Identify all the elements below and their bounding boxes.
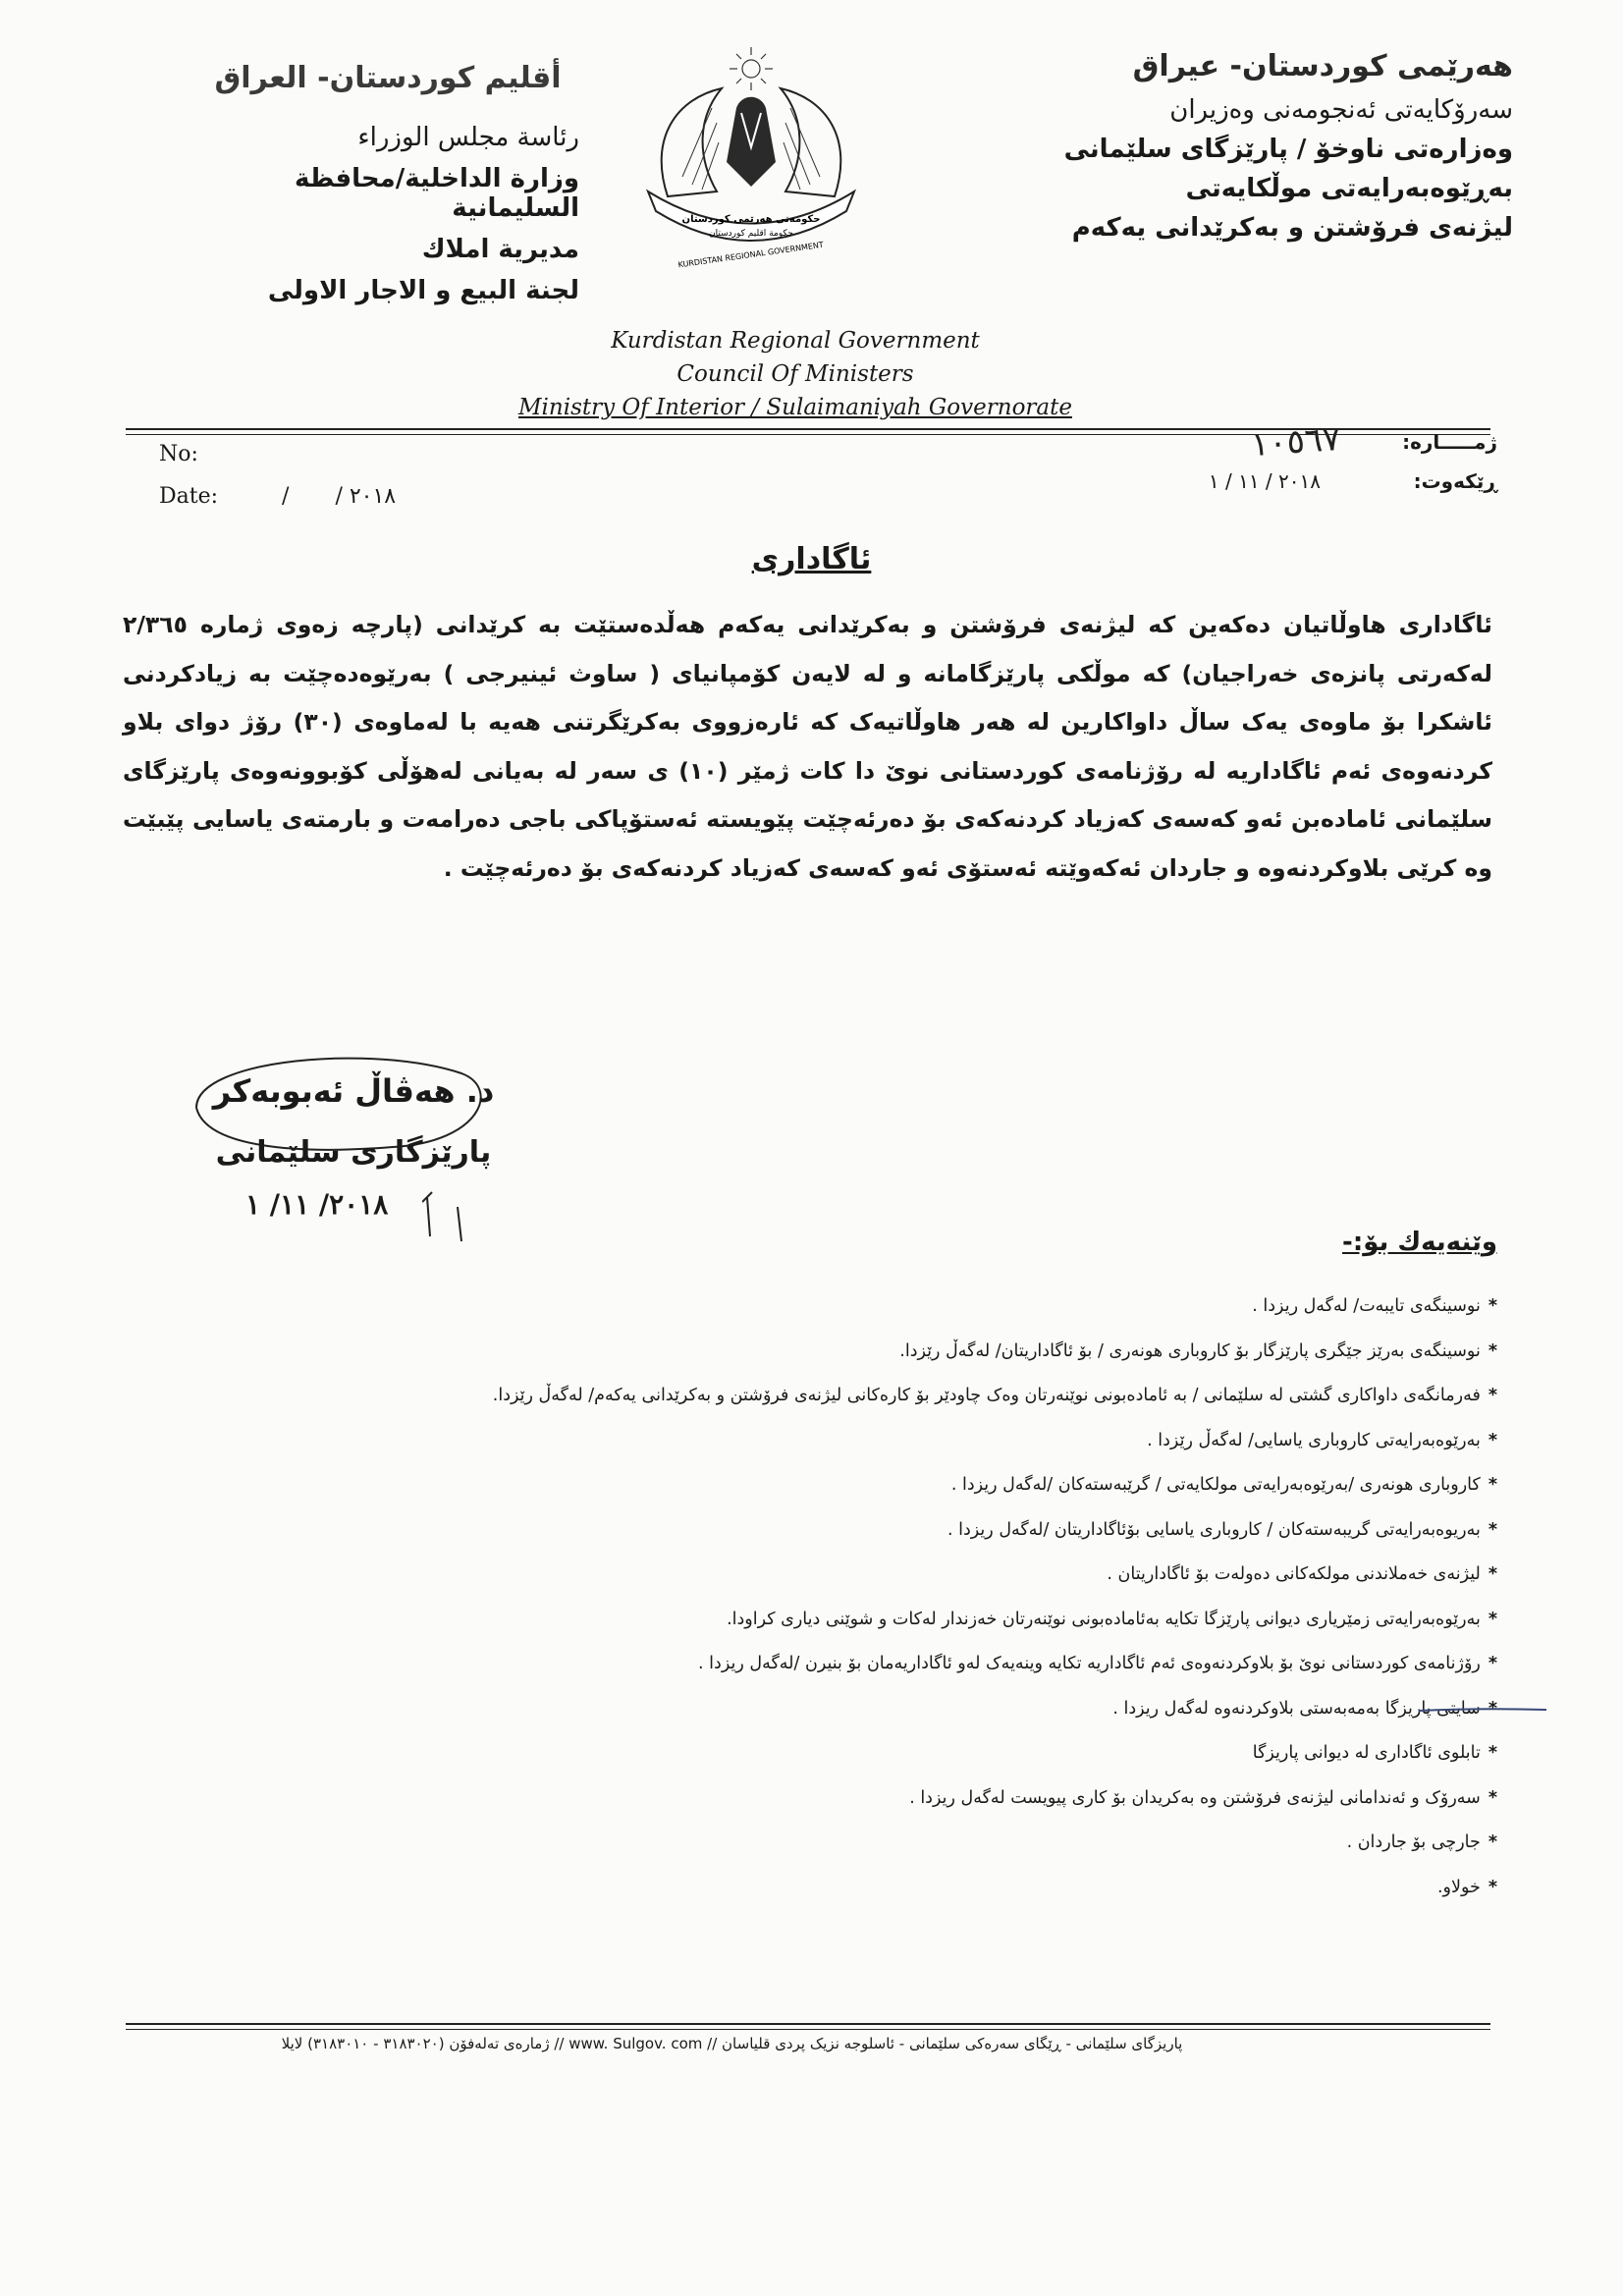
kurdish-header [1002, 49, 1513, 252]
footer-divider-thin [126, 2029, 1490, 2030]
reference-right [1085, 418, 1497, 501]
emblem-ribbon-english: KURDISTAN REGIONAL GOVERNMENT [677, 240, 825, 270]
list-item: *سایتی پاریزگا بەمەبەستی بلاوکردنەوە لەگەل ریزدا . [1112, 1698, 1497, 1719]
date-year: / ٢٠١٨ [335, 484, 397, 509]
date-label-ku: ڕێکەوت: [1413, 469, 1497, 493]
cc-item-text: کاروباری هونەری /بەرێوەبەرایەتی مولکایەتی / گرێبەستەکان /لەگەل ریزدا . [950, 1475, 1481, 1495]
cc-item-text: سەرۆک و ئەندامانی لیژنەی فرۆشتن وە بەکریدان بۆ کاری پیویست لەگەل ریزدا . [909, 1787, 1481, 1808]
cc-title: وێنەیەك بۆ:- [1342, 1228, 1497, 1257]
list-item: *رۆژنامەی کوردستانی نوێ بۆ بلاوکردنەوەی ئەم ئاگاداریە تکایە وینەیەک لەو ئاگاداریەمان بۆ بنیرن /لەگەل ریزدا . [698, 1654, 1497, 1673]
cc-item-text: تابلوی ئاگاداری لە دیوانی پاریزگا [1252, 1743, 1481, 1763]
date-line-en [159, 484, 396, 509]
handwritten-mark-icon [422, 1182, 619, 1261]
signature-date: ٢٠١٨/ ١١/ ١ [245, 1188, 389, 1221]
footer-address: پاریزگای سلێمانی - ڕێگای سەرەکی سلێمانی - ئاسلوجە نزیک پردی قلیاسان // www. Sulgov. com // ژمارەی تەلەفۆن (٣١٨٣٠٢٠ - ٣١٨٣٠١٠) لایلا [281, 2035, 1183, 2052]
number-label-en: No: [159, 442, 198, 466]
pen-stroke-icon [1419, 1706, 1546, 1716]
kurdish-ministry-line: وەزارەتی ناوخۆ / پارێزگای سلێمانی [1063, 135, 1513, 164]
signatory-role: پارێزگاری سلێمانی [215, 1135, 492, 1170]
arabic-header [196, 61, 579, 317]
date-label-en: Date: [159, 484, 219, 509]
list-item: *لیژنەی خەملاندنی مولکەکانی دەولەت بۆ ئاگاداریتان . [1107, 1564, 1497, 1584]
cc-item-text: رۆژنامەی کوردستانی نوێ بۆ بلاوکردنەوەی ئەم ئاگاداریە تکایە وینەیەک لەو ئاگاداریەمان بۆ بنیرن /لەگەل ریزدا . [698, 1654, 1481, 1673]
list-item: *بەرێوەبەرایەتی کاروباری یاسایی/ لەگەڵ رێزدا . [1147, 1430, 1497, 1450]
kurdish-council-line: سەرۆکایەتی ئەنجومەنی وەزیران [1169, 95, 1513, 125]
list-item: *تابلوی ئاگاداری لە دیوانی پاریزگا [1252, 1743, 1497, 1763]
english-ministry-line: Ministry Of Interior / Sulaimaniyah Governorate [518, 395, 1072, 420]
kurdish-region-title: هەرێمی کوردستان- عیراق [1132, 49, 1513, 83]
list-item: *بەریوەبەرایەتی گریبەستەکان / کاروباری یاسایی بۆئاگاداریتان /لەگەل ریزدا . [947, 1519, 1497, 1540]
cc-item-text: لیژنەی خەملاندنی مولکەکانی دەولەت بۆ ئاگاداریتان . [1107, 1564, 1481, 1584]
arabic-region-title: أقليم كوردستان- العراق [214, 61, 562, 95]
kurdish-directorate-line: بەڕێوەبەرایەتی موڵکایەتی [1185, 174, 1513, 203]
cc-item-text: بەرێوەبەرایەتی کاروباری یاسایی/ لەگەڵ رێزدا . [1147, 1430, 1481, 1450]
cc-item-text: فەرمانگەی داواکاری گشتی لە سلێمانی / بە ئامادەبونی نوێنەرتان وەک چاودێر بۆ کارەکانی لیژنەی فرۆشتن و بەکرێدانی یەکەم/ لەگەڵ رێزدا. [492, 1386, 1481, 1405]
cc-item-text: نوسینگەی تایبەت/ لەگەل ریزدا . [1252, 1296, 1481, 1316]
reference-left [159, 442, 396, 526]
list-item: *نوسینگەی تایبەت/ لەگەل ریزدا . [1252, 1296, 1497, 1316]
cc-item-text: بەرێوەبەرایەتی زمێریاری دیوانی پارێزگا تکایە بەئامادەبونی نوێنەرتان خەزندار لەکات و شوێنی دیاری کراودا. [727, 1609, 1481, 1629]
arabic-directorate-line: مديرية املاك [421, 235, 579, 264]
list-item: *جارچی بۆ جاردان . [1346, 1832, 1497, 1852]
cc-item-text: بەریوەبەرایەتی گریبەستەکان / کاروباری یاسایی بۆئاگاداریتان /لەگەل ریزدا . [947, 1519, 1481, 1540]
emblem-ribbon-arabic: حكومة اقليم كوردستان [709, 229, 793, 239]
list-item: *بەرێوەبەرایەتی زمێریاری دیوانی پارێزگا تکایە بەئامادەبونی نوێنەرتان خەزندار لەکات و شوێنی دیاری کراودا. [727, 1609, 1497, 1629]
kurdish-committee-line: لیژنەی فرۆشتن و بەکرێدانی یەکەم [1071, 213, 1513, 243]
date-separator: / [282, 484, 290, 509]
list-item: *سەرۆک و ئەندامانی لیژنەی فرۆشتن وە بەکریدان بۆ کاری پیویست لەگەل ریزدا . [909, 1787, 1497, 1808]
notice-body: ئاگاداری هاوڵاتیان دەکەین کە لیژنەی فرۆشتن و بەکرێدانی یەکەم هەڵدەستێت بە کرێدانی (پارچە زەوی ژمارە ٢/٣٦٥ لەکەرتی پانزەی خەراجیان) کە موڵکی پارێزگامانە و لە لایەن کۆمپانیای ( ساوث ئینیرجی ) بەرێوەدەچێت بە زیادکردنی ئاشکرا بۆ ماوەی یەک ساڵ داواکارین لە هەر هاوڵاتیەک کە ئارەزووی بەکرێگرتنی هەیە با لەماوەی (٣٠) رۆژ دوای بلاو کردنەوەی ئەم ئاگاداریە لە رۆژنامەی کوردستانی نوێ دا کات ژمێر (١٠) ی سەر لە بەیانی لەهۆڵی کۆبوونەوەی پارێزگای سلێمانی ئامادەبن ئەو کەسەی کەزیاد کردنەکەی بۆ دەرئەچێت پێویستە ئەستۆپاکی باجی دەرامەت و بارمتەی یاسایی پێبێت وە کرێی بلاوکردنەوە و جاردان ئەکەوێتە ئەستۆی ئەو کەسەی کەزیاد کردنەکەی بۆ دەرئەچێت . [123, 611, 1493, 882]
english-header [491, 324, 1100, 424]
arabic-council-line: رئاسة مجلس الوزراء [357, 123, 579, 152]
cc-item-text: خولاو. [1436, 1877, 1481, 1897]
date-row-ku [1085, 462, 1497, 501]
krg-emblem-icon [628, 29, 874, 275]
cc-item-text: نوسینگەی بەرێز جێگری پارێزگار بۆ کاروباری هونەری / بۆ ئاگاداریتان/ لەگەڵ رێزدا. [899, 1340, 1481, 1361]
date-value-ku: ٢٠١٨ / ١١ / ١ [1208, 469, 1321, 493]
signatory-name: د. هەڤاڵ ئەبوبەکر [212, 1072, 495, 1110]
list-item: *کاروباری هونەری /بەرێوەبەرایەتی مولکایەتی / گرێبەستەکان /لەگەل ریزدا . [950, 1475, 1497, 1495]
list-item: *خولاو. [1436, 1877, 1497, 1897]
footer-divider [126, 2023, 1490, 2025]
arabic-ministry-line: وزارة الداخلية/محافظة السليمانية [295, 164, 579, 223]
number-value-handwritten: ١٠٥٦٧ [1249, 418, 1342, 465]
arabic-committee-line: لجنة البيع و الاجار الاولى [267, 276, 579, 305]
cc-item-text: سایتی پاریزگا بەمەبەستی بلاوکردنەوە لەگەل ریزدا . [1112, 1698, 1481, 1719]
english-government-line: Kurdistan Regional Government [611, 328, 980, 354]
notice-title: ئاگاداری [751, 542, 872, 576]
cc-list [83, 1285, 1497, 1910]
number-label-ku: ژمـــــاره: [1402, 430, 1497, 454]
emblem-ribbon-text: حكومەتی هەرێمی کوردستان [681, 214, 821, 225]
list-item: *فەرمانگەی داواکاری گشتی لە سلێمانی / بە ئامادەبونی نوێنەرتان وەک چاودێر بۆ کارەکانی لیژنەی فرۆشتن و بەکرێدانی یەکەم/ لەگەڵ رێزدا. [492, 1386, 1497, 1405]
english-council-line: Council Of Ministers [676, 361, 914, 387]
number-row-ku [1085, 418, 1497, 465]
list-item: *نوسینگەی بەرێز جێگری پارێزگار بۆ کاروباری هونەری / بۆ ئاگاداریتان/ لەگەڵ رێزدا. [899, 1340, 1497, 1361]
cc-item-text: جارچی بۆ جاردان . [1346, 1832, 1481, 1852]
